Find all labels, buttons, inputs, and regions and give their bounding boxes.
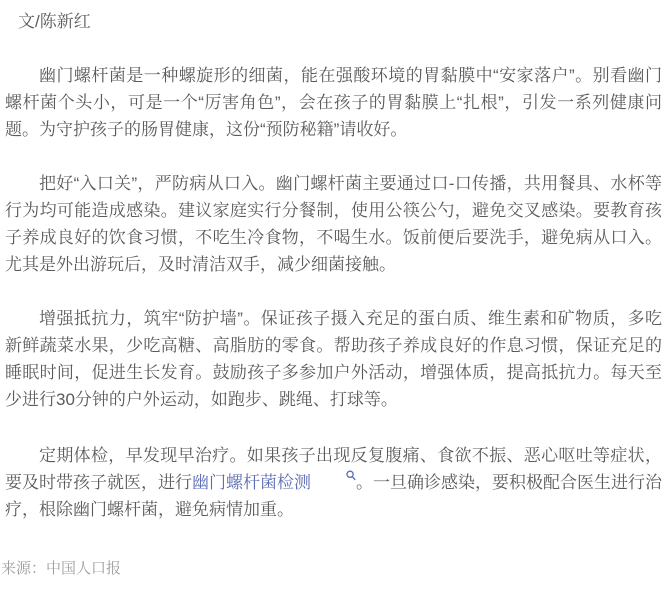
search-icon — [312, 470, 356, 481]
paragraph-entrance-control: 把好“入口关”，严防病从口入。幽门螺杆菌主要通过口-口传播，共用餐具、水杯等行为均可能造成感染。建议家庭实行分餐制，使用公筷公勺，避免交叉感染。要教育孩子养成良好的饮食习惯，不吃生冷食物，不喝生水。饭前便后要洗手，避免病从口入。尤其是外出游玩后，及时清洁双手，减少细菌接触。 — [5, 174, 662, 274]
byline: 文/陈新红 — [18, 12, 91, 31]
hp-test-entity-link[interactable] — [192, 473, 356, 492]
paragraph-intro: 幽门螺杆菌是一种螺旋形的细菌，能在强酸环境的胃黏膜中“安家落户”。别看幽门螺杆菌个头小，可是一个“厉害角色”，会在孩子的胃黏膜上“扎根”，引发一系列健康问题。为守护孩子的肠胃健康，这份“预防秘籍”请收好。 — [5, 66, 662, 139]
paragraph-checkup-text-before: 定期体检，早发现早治疗。如果孩子出现反复腹痛、食欲不振、恶心呕吐等症状，要及时带孩子就医，进行 — [5, 446, 662, 492]
paragraph-checkup — [5, 442, 662, 523]
paragraph-checkup-text-after: 。一旦确诊感染，要积极配合医生进行治疗，根除幽门螺杆菌，避免病情加重。 — [5, 473, 662, 519]
hp-test-link-label: 幽门螺杆菌检测 — [192, 473, 311, 492]
source-line: 来源：中国人口报 — [1, 560, 122, 577]
paragraph-immunity: 增强抵抗力，筑牢“防护墙”。保证孩子摄入充足的蛋白质、维生素和矿物质，多吃新鲜蔬菜水果，少吃高糖、高脂肪的零食。帮助孩子养成良好的作息习惯，保证充足的睡眠时间，促进生长发育。鼓励孩子多参加户外活动，增强体质，提高抵抗力。每天至少进行30分钟的户外运动，如跑步、跳绳、打球等。 — [5, 309, 662, 409]
